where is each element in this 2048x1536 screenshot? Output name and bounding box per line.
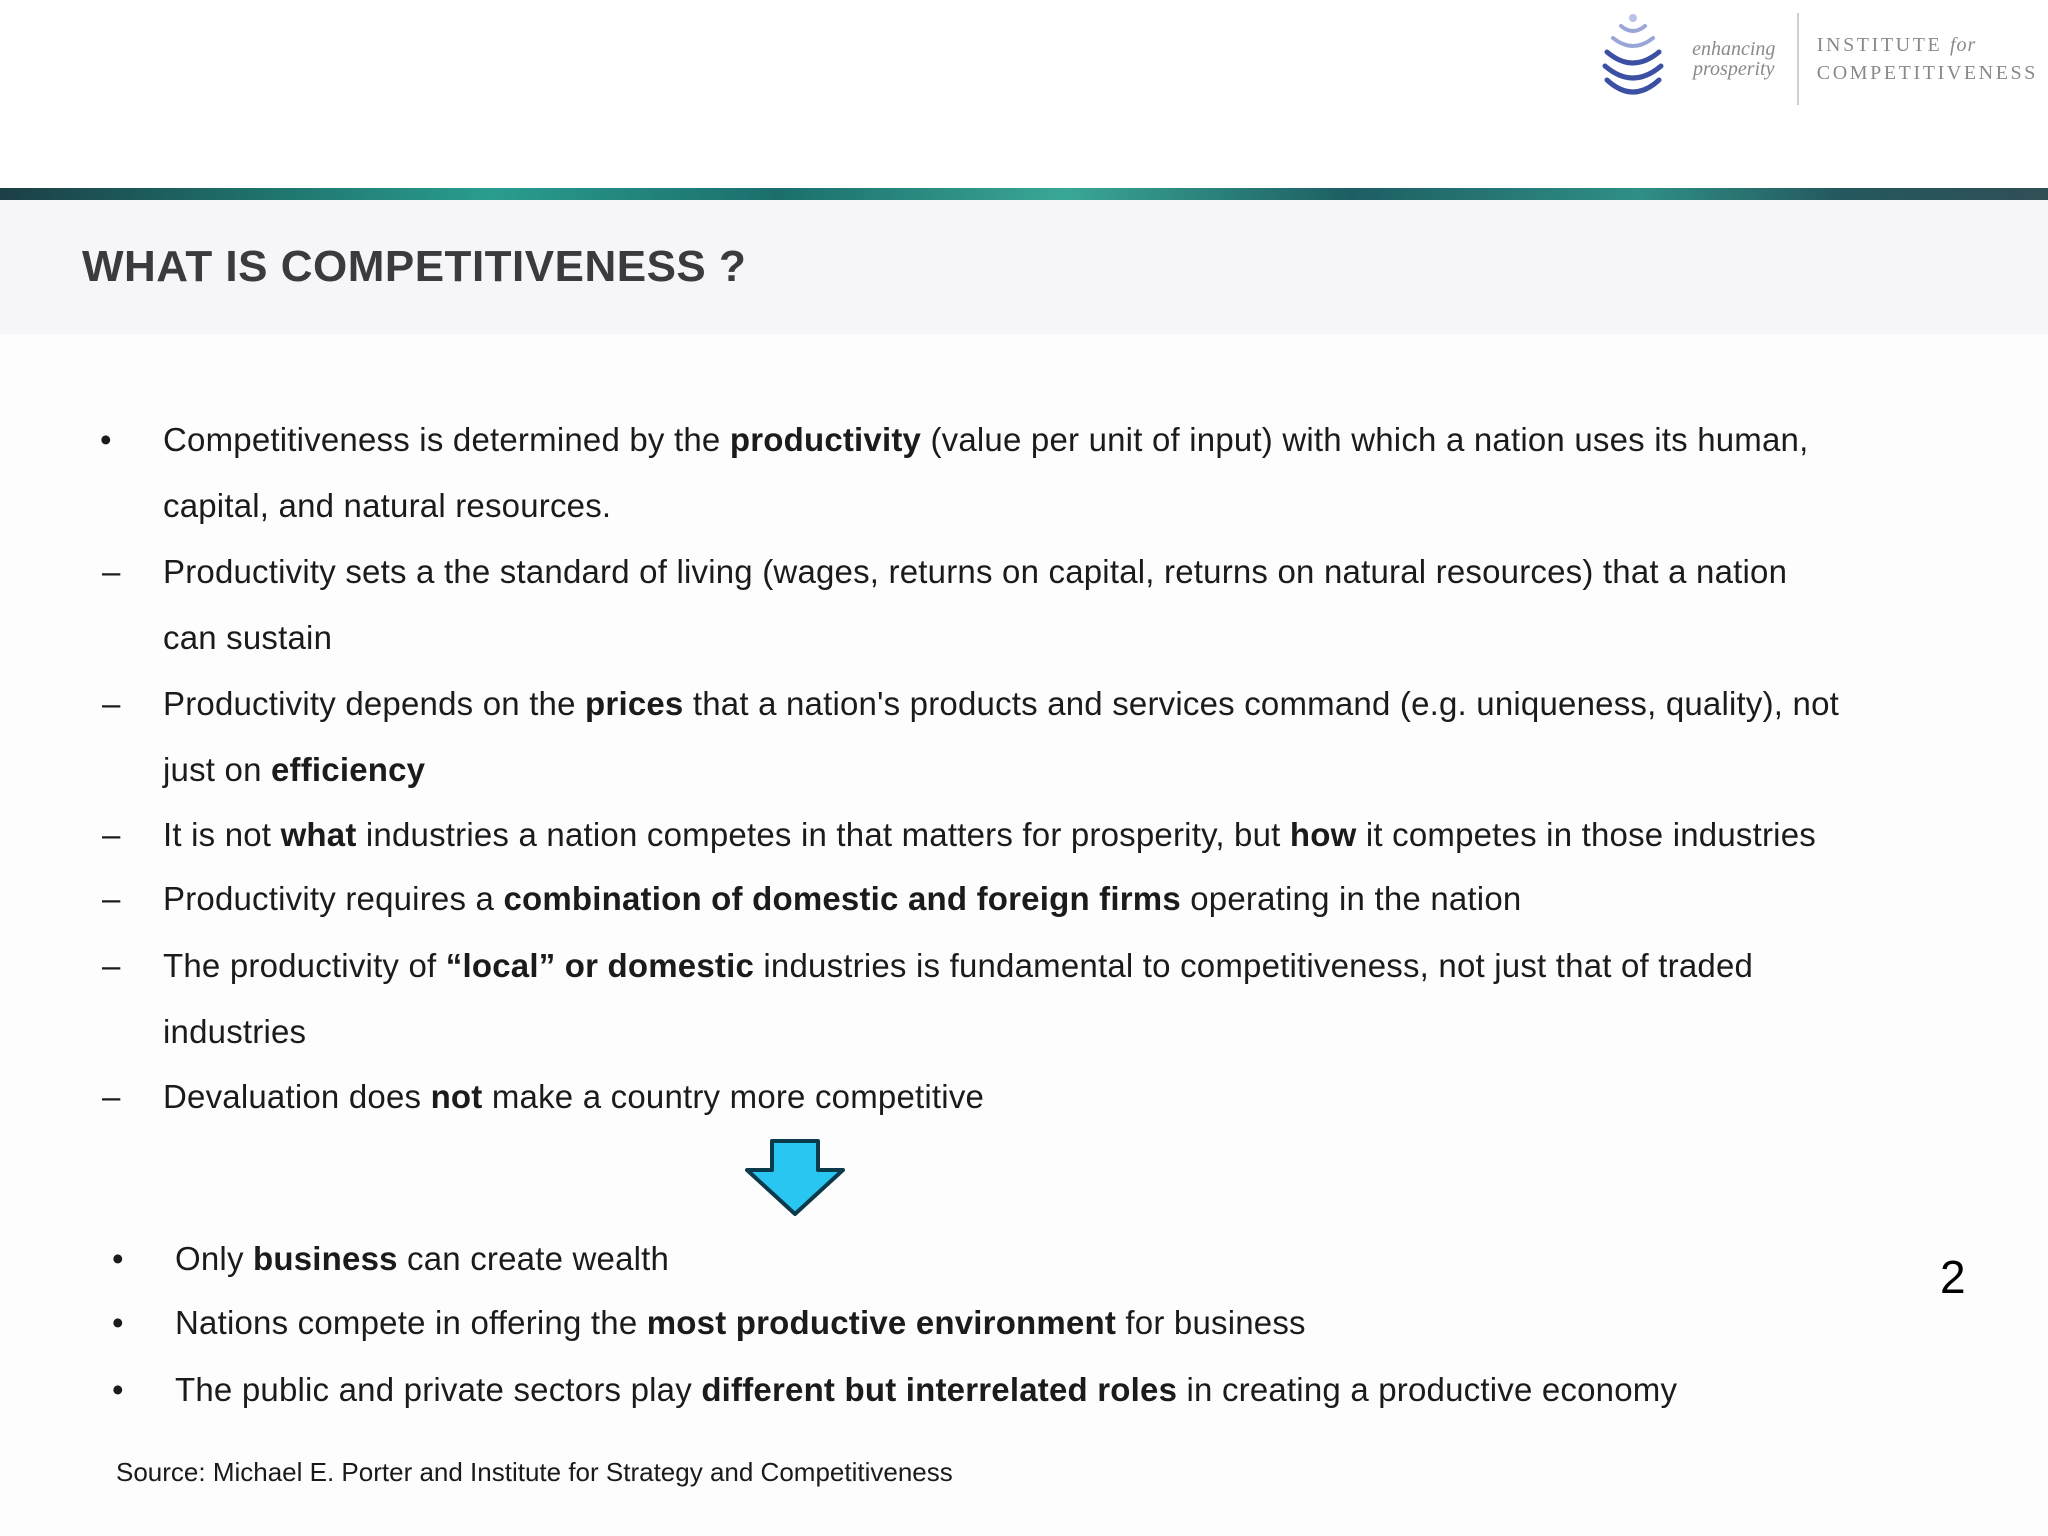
- bullet-line: capital, and natural resources.: [163, 487, 612, 524]
- logo-tagline-line-1: enhancing: [1692, 38, 1776, 60]
- bullet-line: [175, 1290, 1306, 1356]
- text-run: The productivity of: [163, 947, 446, 984]
- logo-divider: [1797, 13, 1799, 105]
- logo-institute-line-2: COMPETITIVENESS: [1816, 62, 2038, 84]
- dash-marker: –: [102, 947, 121, 984]
- text-run: it competes in those industries: [1356, 816, 1816, 853]
- text-run: The public and private sectors play: [175, 1371, 702, 1408]
- text-run: Only: [175, 1240, 254, 1277]
- dash-marker: –: [102, 880, 121, 917]
- bullet-line: [163, 737, 1839, 803]
- emphasis-text: most productive environment: [646, 1304, 1117, 1341]
- text-run: It is not: [163, 816, 281, 853]
- bullet-item: [163, 407, 1808, 539]
- text-run: operating in the nation: [1180, 880, 1522, 917]
- emphasis-text: business: [253, 1240, 398, 1277]
- text-run: make a country more competitive: [482, 1078, 985, 1115]
- bullet-line: can sustain: [163, 619, 333, 656]
- bullet-line: [163, 802, 1816, 868]
- emphasis-text: not: [430, 1078, 483, 1115]
- bullet-line: [163, 671, 1839, 737]
- dash-marker: –: [102, 553, 121, 590]
- emphasis-text: “local” or domestic: [445, 947, 755, 984]
- dash-marker: –: [102, 816, 121, 853]
- bullet-line: [175, 1226, 669, 1292]
- bullet-item: [163, 866, 1521, 932]
- text-run: for business: [1116, 1304, 1306, 1341]
- page-title: WHAT IS COMPETITIVENESS ?: [82, 242, 747, 291]
- text-run: just on: [163, 751, 271, 788]
- emphasis-text: productivity: [729, 421, 922, 458]
- emphasis-text: prices: [585, 685, 684, 722]
- text-run: Productivity depends on the: [163, 685, 586, 722]
- bullet-line: [163, 1064, 984, 1130]
- bullet-line: [163, 933, 1753, 999]
- conclusion-item: [175, 1290, 1306, 1356]
- text-run: Productivity requires a: [163, 880, 504, 917]
- emphasis-text: different but interrelated roles: [701, 1371, 1178, 1408]
- emphasis-text: how: [1289, 816, 1357, 853]
- text-run: in creating a productive economy: [1177, 1371, 1678, 1408]
- text-run: can create wealth: [397, 1240, 670, 1277]
- logo-institute-for: for: [1949, 34, 1977, 56]
- logo-institute-line-1: [1817, 31, 2038, 59]
- text-run: Devaluation does: [163, 1078, 431, 1115]
- bullet-line: [175, 1357, 1677, 1423]
- text-run: (value per unit of input) with which a nation uses its human,: [921, 421, 1809, 458]
- bullet-line: industries: [163, 1013, 307, 1050]
- logo-emblem-icon: [1599, 12, 1667, 106]
- bullet-item: [163, 802, 1816, 868]
- bullet-item: [163, 933, 1753, 1065]
- bullet-line: [163, 866, 1521, 932]
- header-stripe: [0, 188, 2048, 200]
- institute-logo: [1599, 8, 2038, 110]
- page-number: 2: [1940, 1251, 1966, 1303]
- text-run: Competitiveness is determined by the: [163, 421, 730, 458]
- dash-marker: –: [102, 1078, 121, 1115]
- dash-marker: –: [102, 685, 121, 722]
- bullet-marker: •: [112, 1240, 124, 1277]
- emphasis-text: what: [280, 816, 357, 853]
- bullet-line: Productivity sets a the standard of living (wages, returns on capital, returns on natural resources) that a nation: [163, 553, 1788, 590]
- bullet-item: [163, 539, 1787, 671]
- down-arrow-icon: [742, 1138, 848, 1218]
- text-run: Nations compete in offering the: [175, 1304, 647, 1341]
- bullet-item: [163, 671, 1839, 803]
- conclusion-item: [175, 1357, 1677, 1423]
- logo-tagline-line-2: prosperity: [1693, 58, 1775, 80]
- text-run: that a nation's products and services command (e.g. uniqueness, quality), not: [683, 685, 1840, 722]
- emphasis-text: efficiency: [271, 751, 426, 788]
- logo-institute-name: [1817, 31, 2038, 87]
- bullet-marker: •: [112, 1304, 124, 1341]
- logo-tagline: [1689, 39, 1779, 79]
- conclusion-item: [175, 1226, 669, 1292]
- bullet-marker: •: [112, 1371, 124, 1408]
- bullet-marker: •: [100, 421, 112, 458]
- text-run: industries is fundamental to competitiveness, not just that of traded: [754, 947, 1754, 984]
- source-note: Source: Michael E. Porter and Institute for Strategy and Competitiveness: [116, 1457, 953, 1487]
- bullet-item: [163, 1064, 984, 1130]
- emphasis-text: combination of domestic and foreign firms: [503, 880, 1181, 917]
- slide-header: [0, 0, 2048, 190]
- logo-institute-word: INSTITUTE: [1816, 34, 1943, 56]
- bullet-line: [163, 407, 1808, 473]
- text-run: industries a nation competes in that matters for prosperity, but: [356, 816, 1290, 853]
